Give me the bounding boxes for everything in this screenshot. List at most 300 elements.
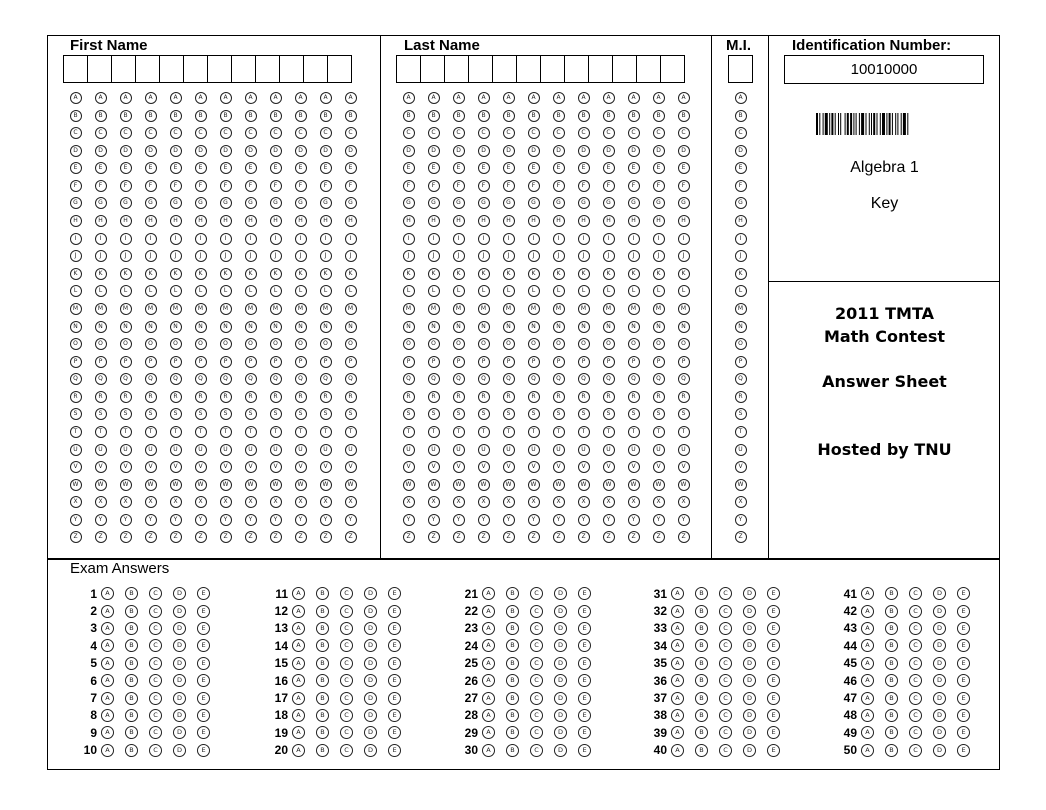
answer-choice-bubble[interactable]: B bbox=[316, 709, 329, 722]
answer-choice-bubble[interactable]: D bbox=[173, 744, 186, 757]
first-name-bubble[interactable]: A bbox=[295, 92, 307, 104]
last-name-bubble[interactable]: S bbox=[428, 408, 440, 420]
last-name-bubble[interactable]: T bbox=[678, 426, 690, 438]
last-name-bubble[interactable]: T bbox=[553, 426, 565, 438]
last-name-bubble[interactable]: Q bbox=[653, 373, 665, 385]
answer-choice-bubble[interactable]: C bbox=[340, 587, 353, 600]
answer-choice-bubble[interactable]: A bbox=[292, 587, 305, 600]
answer-choice-bubble[interactable]: A bbox=[861, 692, 874, 705]
answer-choice-bubble[interactable]: E bbox=[578, 692, 591, 705]
answer-choice-bubble[interactable]: D bbox=[173, 726, 186, 739]
mi-bubble[interactable]: U bbox=[735, 444, 747, 456]
answer-choice-bubble[interactable]: D bbox=[364, 657, 377, 670]
answer-choice-bubble[interactable]: B bbox=[695, 639, 708, 652]
answer-choice-bubble[interactable]: D bbox=[173, 639, 186, 652]
last-name-bubble[interactable]: I bbox=[453, 233, 465, 245]
last-name-bubble[interactable]: M bbox=[528, 303, 540, 315]
answer-choice-bubble[interactable]: A bbox=[861, 639, 874, 652]
first-name-bubble[interactable]: A bbox=[170, 92, 182, 104]
answer-choice-bubble[interactable]: C bbox=[530, 744, 543, 757]
last-name-bubble[interactable]: O bbox=[553, 338, 565, 350]
first-name-bubble[interactable]: O bbox=[270, 338, 282, 350]
last-name-bubble[interactable]: L bbox=[428, 285, 440, 297]
answer-choice-bubble[interactable]: E bbox=[767, 639, 780, 652]
first-name-bubble[interactable]: Z bbox=[170, 531, 182, 543]
first-name-bubble[interactable]: E bbox=[220, 162, 232, 174]
last-name-bubble[interactable]: Q bbox=[553, 373, 565, 385]
last-name-bubble[interactable]: S bbox=[628, 408, 640, 420]
first-name-bubble[interactable]: Q bbox=[220, 373, 232, 385]
first-name-bubble[interactable]: I bbox=[295, 233, 307, 245]
last-name-bubble[interactable]: G bbox=[478, 197, 490, 209]
last-name-bubble[interactable]: K bbox=[503, 268, 515, 280]
first-name-letter-box[interactable] bbox=[87, 55, 112, 83]
answer-choice-bubble[interactable]: C bbox=[149, 674, 162, 687]
first-name-bubble[interactable]: J bbox=[145, 250, 157, 262]
first-name-bubble[interactable]: X bbox=[245, 496, 257, 508]
last-name-bubble[interactable]: D bbox=[678, 145, 690, 157]
answer-choice-bubble[interactable]: A bbox=[482, 605, 495, 618]
first-name-bubble[interactable]: S bbox=[120, 408, 132, 420]
last-name-bubble[interactable]: C bbox=[528, 127, 540, 139]
answer-choice-bubble[interactable]: A bbox=[101, 709, 114, 722]
last-name-bubble[interactable]: T bbox=[453, 426, 465, 438]
answer-choice-bubble[interactable]: D bbox=[743, 744, 756, 757]
last-name-bubble[interactable]: G bbox=[628, 197, 640, 209]
first-name-bubble[interactable]: J bbox=[270, 250, 282, 262]
first-name-bubble[interactable]: J bbox=[245, 250, 257, 262]
answer-choice-bubble[interactable]: D bbox=[933, 639, 946, 652]
answer-choice-bubble[interactable]: D bbox=[933, 587, 946, 600]
last-name-bubble[interactable]: U bbox=[503, 444, 515, 456]
answer-choice-bubble[interactable]: D bbox=[743, 726, 756, 739]
last-name-bubble[interactable]: A bbox=[653, 92, 665, 104]
mi-bubble[interactable]: O bbox=[735, 338, 747, 350]
last-name-bubble[interactable]: W bbox=[653, 479, 665, 491]
answer-choice-bubble[interactable]: C bbox=[719, 622, 732, 635]
first-name-bubble[interactable]: K bbox=[95, 268, 107, 280]
answer-choice-bubble[interactable]: D bbox=[554, 744, 567, 757]
first-name-bubble[interactable]: Z bbox=[295, 531, 307, 543]
first-name-bubble[interactable]: V bbox=[345, 461, 357, 473]
last-name-bubble[interactable]: Z bbox=[603, 531, 615, 543]
first-name-bubble[interactable]: R bbox=[295, 391, 307, 403]
last-name-bubble[interactable]: W bbox=[628, 479, 640, 491]
last-name-bubble[interactable]: Y bbox=[453, 514, 465, 526]
last-name-bubble[interactable]: S bbox=[503, 408, 515, 420]
last-name-bubble[interactable]: M bbox=[478, 303, 490, 315]
answer-choice-bubble[interactable]: B bbox=[695, 709, 708, 722]
answer-choice-bubble[interactable]: E bbox=[197, 622, 210, 635]
first-name-bubble[interactable]: X bbox=[295, 496, 307, 508]
answer-choice-bubble[interactable]: C bbox=[340, 726, 353, 739]
last-name-bubble[interactable]: Y bbox=[603, 514, 615, 526]
last-name-bubble[interactable]: H bbox=[528, 215, 540, 227]
answer-choice-bubble[interactable]: E bbox=[957, 605, 970, 618]
first-name-bubble[interactable]: O bbox=[320, 338, 332, 350]
first-name-bubble[interactable]: Y bbox=[120, 514, 132, 526]
last-name-bubble[interactable]: P bbox=[503, 356, 515, 368]
answer-choice-bubble[interactable]: E bbox=[957, 674, 970, 687]
first-name-bubble[interactable]: M bbox=[245, 303, 257, 315]
last-name-bubble[interactable]: D bbox=[553, 145, 565, 157]
first-name-bubble[interactable]: D bbox=[220, 145, 232, 157]
first-name-bubble[interactable]: L bbox=[145, 285, 157, 297]
answer-choice-bubble[interactable]: B bbox=[885, 692, 898, 705]
answer-choice-bubble[interactable]: C bbox=[340, 709, 353, 722]
answer-choice-bubble[interactable]: B bbox=[316, 587, 329, 600]
answer-choice-bubble[interactable]: A bbox=[101, 587, 114, 600]
first-name-bubble[interactable]: V bbox=[120, 461, 132, 473]
last-name-bubble[interactable]: Y bbox=[528, 514, 540, 526]
last-name-bubble[interactable]: A bbox=[403, 92, 415, 104]
answer-choice-bubble[interactable]: B bbox=[885, 657, 898, 670]
last-name-bubble[interactable]: A bbox=[453, 92, 465, 104]
first-name-bubble[interactable]: S bbox=[295, 408, 307, 420]
first-name-bubble[interactable]: Z bbox=[320, 531, 332, 543]
first-name-bubble[interactable]: R bbox=[70, 391, 82, 403]
first-name-bubble[interactable]: T bbox=[270, 426, 282, 438]
answer-choice-bubble[interactable]: E bbox=[957, 692, 970, 705]
last-name-bubble[interactable]: D bbox=[628, 145, 640, 157]
last-name-bubble[interactable]: A bbox=[478, 92, 490, 104]
last-name-bubble[interactable]: O bbox=[603, 338, 615, 350]
last-name-bubble[interactable]: W bbox=[578, 479, 590, 491]
first-name-bubble[interactable]: U bbox=[145, 444, 157, 456]
answer-choice-bubble[interactable]: C bbox=[909, 639, 922, 652]
last-name-bubble[interactable]: X bbox=[528, 496, 540, 508]
first-name-bubble[interactable]: P bbox=[245, 356, 257, 368]
answer-choice-bubble[interactable]: B bbox=[885, 587, 898, 600]
first-name-bubble[interactable]: O bbox=[195, 338, 207, 350]
first-name-letter-box[interactable] bbox=[303, 55, 328, 83]
last-name-bubble[interactable]: O bbox=[428, 338, 440, 350]
mi-bubble[interactable]: V bbox=[735, 461, 747, 473]
first-name-bubble[interactable]: C bbox=[220, 127, 232, 139]
last-name-bubble[interactable]: T bbox=[478, 426, 490, 438]
answer-choice-bubble[interactable]: A bbox=[482, 744, 495, 757]
first-name-bubble[interactable]: G bbox=[320, 197, 332, 209]
last-name-bubble[interactable]: C bbox=[628, 127, 640, 139]
answer-choice-bubble[interactable]: E bbox=[957, 622, 970, 635]
first-name-bubble[interactable]: Y bbox=[170, 514, 182, 526]
mi-bubble[interactable]: M bbox=[735, 303, 747, 315]
first-name-bubble[interactable]: S bbox=[70, 408, 82, 420]
mi-bubble[interactable]: G bbox=[735, 197, 747, 209]
first-name-bubble[interactable]: N bbox=[120, 321, 132, 333]
last-name-bubble[interactable]: O bbox=[478, 338, 490, 350]
last-name-letter-box[interactable] bbox=[588, 55, 613, 83]
last-name-bubble[interactable]: A bbox=[428, 92, 440, 104]
answer-choice-bubble[interactable]: A bbox=[482, 622, 495, 635]
mi-bubble[interactable]: I bbox=[735, 233, 747, 245]
answer-choice-bubble[interactable]: B bbox=[506, 744, 519, 757]
answer-choice-bubble[interactable]: B bbox=[885, 744, 898, 757]
first-name-bubble[interactable]: N bbox=[320, 321, 332, 333]
first-name-bubble[interactable]: W bbox=[70, 479, 82, 491]
last-name-bubble[interactable]: U bbox=[653, 444, 665, 456]
last-name-bubble[interactable]: Z bbox=[528, 531, 540, 543]
answer-choice-bubble[interactable]: C bbox=[149, 605, 162, 618]
last-name-bubble[interactable]: F bbox=[553, 180, 565, 192]
first-name-bubble[interactable]: S bbox=[220, 408, 232, 420]
first-name-bubble[interactable]: C bbox=[170, 127, 182, 139]
first-name-bubble[interactable]: B bbox=[170, 110, 182, 122]
last-name-bubble[interactable]: Z bbox=[478, 531, 490, 543]
answer-choice-bubble[interactable]: C bbox=[909, 605, 922, 618]
first-name-bubble[interactable]: B bbox=[120, 110, 132, 122]
first-name-bubble[interactable]: L bbox=[245, 285, 257, 297]
answer-choice-bubble[interactable]: A bbox=[292, 657, 305, 670]
first-name-bubble[interactable]: G bbox=[220, 197, 232, 209]
answer-choice-bubble[interactable]: B bbox=[695, 622, 708, 635]
last-name-bubble[interactable]: A bbox=[578, 92, 590, 104]
first-name-bubble[interactable]: J bbox=[95, 250, 107, 262]
last-name-bubble[interactable]: V bbox=[628, 461, 640, 473]
first-name-bubble[interactable]: J bbox=[120, 250, 132, 262]
last-name-bubble[interactable]: N bbox=[403, 321, 415, 333]
last-name-bubble[interactable]: K bbox=[578, 268, 590, 280]
first-name-bubble[interactable]: K bbox=[345, 268, 357, 280]
first-name-bubble[interactable]: O bbox=[245, 338, 257, 350]
answer-choice-bubble[interactable]: B bbox=[885, 709, 898, 722]
answer-choice-bubble[interactable]: B bbox=[506, 639, 519, 652]
first-name-bubble[interactable]: G bbox=[145, 197, 157, 209]
answer-choice-bubble[interactable]: B bbox=[125, 674, 138, 687]
answer-choice-bubble[interactable]: B bbox=[316, 605, 329, 618]
last-name-bubble[interactable]: C bbox=[453, 127, 465, 139]
first-name-bubble[interactable]: Y bbox=[320, 514, 332, 526]
answer-choice-bubble[interactable]: A bbox=[292, 709, 305, 722]
first-name-bubble[interactable]: O bbox=[95, 338, 107, 350]
last-name-bubble[interactable]: G bbox=[428, 197, 440, 209]
last-name-bubble[interactable]: T bbox=[628, 426, 640, 438]
answer-choice-bubble[interactable]: D bbox=[554, 709, 567, 722]
first-name-bubble[interactable]: F bbox=[220, 180, 232, 192]
last-name-bubble[interactable]: H bbox=[453, 215, 465, 227]
first-name-bubble[interactable]: O bbox=[345, 338, 357, 350]
first-name-bubble[interactable]: M bbox=[220, 303, 232, 315]
last-name-bubble[interactable]: P bbox=[428, 356, 440, 368]
first-name-bubble[interactable]: P bbox=[170, 356, 182, 368]
first-name-bubble[interactable]: O bbox=[120, 338, 132, 350]
first-name-bubble[interactable]: X bbox=[95, 496, 107, 508]
last-name-bubble[interactable]: Y bbox=[578, 514, 590, 526]
first-name-bubble[interactable]: G bbox=[170, 197, 182, 209]
first-name-bubble[interactable]: T bbox=[320, 426, 332, 438]
answer-choice-bubble[interactable]: D bbox=[743, 639, 756, 652]
last-name-bubble[interactable]: B bbox=[603, 110, 615, 122]
first-name-letter-box[interactable] bbox=[63, 55, 88, 83]
answer-choice-bubble[interactable]: B bbox=[695, 657, 708, 670]
last-name-bubble[interactable]: Z bbox=[553, 531, 565, 543]
last-name-bubble[interactable]: D bbox=[528, 145, 540, 157]
first-name-bubble[interactable]: H bbox=[345, 215, 357, 227]
first-name-bubble[interactable]: M bbox=[295, 303, 307, 315]
first-name-bubble[interactable]: B bbox=[245, 110, 257, 122]
first-name-bubble[interactable]: J bbox=[320, 250, 332, 262]
last-name-bubble[interactable]: C bbox=[478, 127, 490, 139]
first-name-bubble[interactable]: T bbox=[170, 426, 182, 438]
first-name-bubble[interactable]: D bbox=[320, 145, 332, 157]
answer-choice-bubble[interactable]: E bbox=[388, 587, 401, 600]
answer-choice-bubble[interactable]: A bbox=[861, 674, 874, 687]
last-name-letter-box[interactable] bbox=[444, 55, 469, 83]
answer-choice-bubble[interactable]: B bbox=[695, 605, 708, 618]
first-name-bubble[interactable]: Q bbox=[320, 373, 332, 385]
last-name-bubble[interactable]: W bbox=[678, 479, 690, 491]
last-name-bubble[interactable]: F bbox=[528, 180, 540, 192]
first-name-bubble[interactable]: D bbox=[95, 145, 107, 157]
first-name-bubble[interactable]: V bbox=[70, 461, 82, 473]
answer-choice-bubble[interactable]: C bbox=[530, 622, 543, 635]
answer-choice-bubble[interactable]: D bbox=[364, 744, 377, 757]
answer-choice-bubble[interactable]: C bbox=[530, 726, 543, 739]
last-name-bubble[interactable]: A bbox=[678, 92, 690, 104]
last-name-bubble[interactable]: C bbox=[428, 127, 440, 139]
last-name-bubble[interactable]: A bbox=[503, 92, 515, 104]
last-name-bubble[interactable]: L bbox=[603, 285, 615, 297]
answer-choice-bubble[interactable]: B bbox=[125, 726, 138, 739]
mi-bubble[interactable]: N bbox=[735, 321, 747, 333]
last-name-bubble[interactable]: Q bbox=[603, 373, 615, 385]
first-name-bubble[interactable]: M bbox=[120, 303, 132, 315]
answer-choice-bubble[interactable]: D bbox=[173, 709, 186, 722]
answer-choice-bubble[interactable]: D bbox=[173, 605, 186, 618]
last-name-bubble[interactable]: M bbox=[578, 303, 590, 315]
first-name-bubble[interactable]: Q bbox=[245, 373, 257, 385]
first-name-bubble[interactable]: I bbox=[145, 233, 157, 245]
first-name-bubble[interactable]: D bbox=[195, 145, 207, 157]
last-name-bubble[interactable]: G bbox=[578, 197, 590, 209]
last-name-bubble[interactable]: B bbox=[653, 110, 665, 122]
answer-choice-bubble[interactable]: B bbox=[506, 622, 519, 635]
first-name-bubble[interactable]: Z bbox=[220, 531, 232, 543]
last-name-bubble[interactable]: W bbox=[603, 479, 615, 491]
answer-choice-bubble[interactable]: E bbox=[388, 726, 401, 739]
first-name-bubble[interactable]: L bbox=[320, 285, 332, 297]
last-name-bubble[interactable]: L bbox=[653, 285, 665, 297]
first-name-bubble[interactable]: F bbox=[195, 180, 207, 192]
answer-choice-bubble[interactable]: D bbox=[743, 692, 756, 705]
answer-choice-bubble[interactable]: B bbox=[125, 605, 138, 618]
last-name-bubble[interactable]: Y bbox=[653, 514, 665, 526]
first-name-bubble[interactable]: O bbox=[145, 338, 157, 350]
answer-choice-bubble[interactable]: A bbox=[482, 657, 495, 670]
first-name-bubble[interactable]: E bbox=[270, 162, 282, 174]
last-name-bubble[interactable]: I bbox=[603, 233, 615, 245]
last-name-bubble[interactable]: E bbox=[653, 162, 665, 174]
last-name-bubble[interactable]: D bbox=[478, 145, 490, 157]
first-name-bubble[interactable]: F bbox=[120, 180, 132, 192]
first-name-bubble[interactable]: Q bbox=[270, 373, 282, 385]
last-name-bubble[interactable]: P bbox=[528, 356, 540, 368]
answer-choice-bubble[interactable]: D bbox=[933, 674, 946, 687]
last-name-bubble[interactable]: I bbox=[428, 233, 440, 245]
last-name-bubble[interactable]: X bbox=[653, 496, 665, 508]
last-name-bubble[interactable]: G bbox=[453, 197, 465, 209]
last-name-bubble[interactable]: R bbox=[678, 391, 690, 403]
first-name-bubble[interactable]: A bbox=[245, 92, 257, 104]
first-name-bubble[interactable]: K bbox=[170, 268, 182, 280]
first-name-bubble[interactable]: Y bbox=[195, 514, 207, 526]
last-name-bubble[interactable]: B bbox=[403, 110, 415, 122]
last-name-bubble[interactable]: E bbox=[453, 162, 465, 174]
answer-choice-bubble[interactable]: C bbox=[909, 622, 922, 635]
last-name-bubble[interactable]: R bbox=[428, 391, 440, 403]
first-name-bubble[interactable]: T bbox=[345, 426, 357, 438]
last-name-bubble[interactable]: Q bbox=[403, 373, 415, 385]
last-name-bubble[interactable]: Z bbox=[428, 531, 440, 543]
first-name-bubble[interactable]: A bbox=[95, 92, 107, 104]
last-name-bubble[interactable]: N bbox=[428, 321, 440, 333]
answer-choice-bubble[interactable]: C bbox=[340, 744, 353, 757]
first-name-letter-box[interactable] bbox=[159, 55, 184, 83]
last-name-bubble[interactable]: V bbox=[503, 461, 515, 473]
answer-choice-bubble[interactable]: B bbox=[506, 605, 519, 618]
last-name-letter-box[interactable] bbox=[492, 55, 517, 83]
answer-choice-bubble[interactable]: E bbox=[767, 674, 780, 687]
last-name-bubble[interactable]: F bbox=[628, 180, 640, 192]
first-name-bubble[interactable]: Y bbox=[220, 514, 232, 526]
first-name-bubble[interactable]: M bbox=[170, 303, 182, 315]
first-name-bubble[interactable]: N bbox=[95, 321, 107, 333]
answer-choice-bubble[interactable]: B bbox=[885, 674, 898, 687]
last-name-bubble[interactable]: U bbox=[403, 444, 415, 456]
answer-choice-bubble[interactable]: C bbox=[149, 726, 162, 739]
answer-choice-bubble[interactable]: B bbox=[125, 657, 138, 670]
last-name-bubble[interactable]: X bbox=[678, 496, 690, 508]
last-name-letter-box[interactable] bbox=[396, 55, 421, 83]
first-name-bubble[interactable]: C bbox=[245, 127, 257, 139]
last-name-bubble[interactable]: U bbox=[528, 444, 540, 456]
first-name-bubble[interactable]: P bbox=[270, 356, 282, 368]
first-name-bubble[interactable]: D bbox=[270, 145, 282, 157]
last-name-bubble[interactable]: F bbox=[453, 180, 465, 192]
first-name-bubble[interactable]: W bbox=[245, 479, 257, 491]
last-name-bubble[interactable]: J bbox=[628, 250, 640, 262]
first-name-bubble[interactable]: J bbox=[70, 250, 82, 262]
first-name-bubble[interactable]: R bbox=[245, 391, 257, 403]
first-name-bubble[interactable]: X bbox=[70, 496, 82, 508]
first-name-bubble[interactable]: V bbox=[320, 461, 332, 473]
first-name-bubble[interactable]: H bbox=[170, 215, 182, 227]
last-name-bubble[interactable]: M bbox=[403, 303, 415, 315]
answer-choice-bubble[interactable]: A bbox=[861, 657, 874, 670]
last-name-bubble[interactable]: W bbox=[553, 479, 565, 491]
answer-choice-bubble[interactable]: C bbox=[340, 692, 353, 705]
answer-choice-bubble[interactable]: B bbox=[506, 674, 519, 687]
last-name-bubble[interactable]: H bbox=[403, 215, 415, 227]
last-name-bubble[interactable]: H bbox=[478, 215, 490, 227]
last-name-bubble[interactable]: W bbox=[478, 479, 490, 491]
last-name-bubble[interactable]: M bbox=[553, 303, 565, 315]
first-name-bubble[interactable]: B bbox=[95, 110, 107, 122]
last-name-bubble[interactable]: K bbox=[553, 268, 565, 280]
last-name-bubble[interactable]: K bbox=[478, 268, 490, 280]
first-name-bubble[interactable]: V bbox=[195, 461, 207, 473]
answer-choice-bubble[interactable]: E bbox=[767, 605, 780, 618]
answer-choice-bubble[interactable]: A bbox=[292, 744, 305, 757]
first-name-bubble[interactable]: R bbox=[170, 391, 182, 403]
last-name-bubble[interactable]: A bbox=[603, 92, 615, 104]
answer-choice-bubble[interactable]: C bbox=[530, 709, 543, 722]
first-name-bubble[interactable]: P bbox=[70, 356, 82, 368]
last-name-bubble[interactable]: O bbox=[453, 338, 465, 350]
first-name-bubble[interactable]: T bbox=[220, 426, 232, 438]
first-name-bubble[interactable]: D bbox=[120, 145, 132, 157]
last-name-bubble[interactable]: G bbox=[553, 197, 565, 209]
